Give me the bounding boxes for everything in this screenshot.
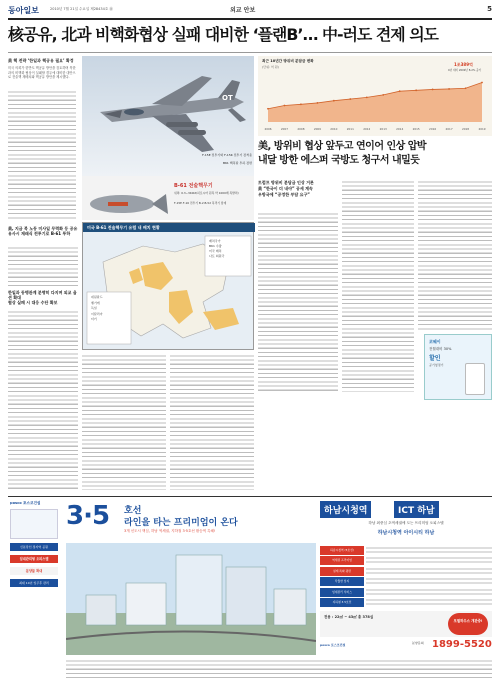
feature-list [320,545,492,607]
chart-point [382,94,384,96]
feature-item [320,556,492,566]
chart-plot [262,72,488,132]
country-list [91,295,129,323]
sub-headline-1 [8,226,78,242]
sale-title-panel [320,501,492,541]
chart-point [448,88,450,90]
country-label: 터키 [91,317,97,322]
contact-row [320,641,492,655]
page-number: 5 [487,5,492,13]
mid-article-col2 [342,180,414,392]
chart-tick-label: 2018 [461,127,470,131]
chart-highlight-value: 1조389억 [454,62,473,67]
housing-badge-4: 최대 10년 입주후 관리 [10,579,58,587]
chart-tick-label: 2009 [313,127,321,131]
feature-desc [366,556,492,565]
country-label: 독일 [91,306,97,311]
air-purifier-icon [465,363,485,395]
feature-desc [366,567,492,576]
appliance-ad[interactable] [424,334,492,400]
housing-slogan-2: 라인을 타는 프리미엄이 온다 [124,518,238,528]
legend-item-2: B61 수량 [209,244,222,248]
chart-tick-label: 2017 [445,127,453,131]
mid-subhead-2: 美 “한국이 더 내야” 공세 계속 [258,186,313,191]
bomb-spec-2: F-15E·F-16 전투기 B-2·B-52 폭격기 탑재 [174,201,227,205]
phone-label: 분양문의 [412,641,424,645]
sale-title: 하남시청역 [320,501,371,518]
country-label: 이탈리아 [91,311,103,316]
headline-rule [8,52,492,53]
sub-headline-2 [8,290,78,306]
country-label: 벨기에 [91,300,100,305]
feature-tag: 임대관리 서비스 [320,588,364,597]
mid-article-col3 [418,180,492,330]
chart-tick-label: 2013 [379,127,387,131]
housing-ad-company: posco 포스코건설 [10,501,41,505]
unit-sizes: 전용 : 22㎡ ~ 43㎡ 총 378실 [324,615,374,619]
masthead-rule [8,18,492,20]
chart-tick-label: 2010 [330,127,338,131]
bomb-label: B-61 전술핵무기 [174,183,213,189]
feature-item [320,566,492,576]
dateline: 2010년 7월 21일 수요일 제28434호 ㊞ [50,7,113,11]
country-label: 네덜란드 [91,295,103,299]
appliance-ad-tag: 공기청정기 [429,363,444,367]
chart-tick-label: 2015 [412,127,420,131]
mid-article-col1 [258,212,338,392]
chart-unit: (단위: 억 원) [262,65,279,69]
housing-ad-slogan [66,501,316,541]
chart-area [268,82,482,122]
housing-badge-3: 분양률 확대 [10,567,58,575]
left-column-body [8,90,76,220]
legend-item-3: 미국 배치 [209,249,222,253]
ad-fine-print [66,659,492,679]
mid-subheads [258,180,338,210]
appliance-ad-line2: 할인 [429,355,441,362]
sale-subtitle: 하남 최중심 초역세권에 도는 프리미엄 오피스텔 [368,521,444,525]
building-illustration [66,543,316,655]
chart-point [399,90,401,92]
left-column-title: 美 핵 전략 ‘한일과 핵공유 필요’ 확정 [8,58,74,63]
photo-caption-b: B61 핵폭탄 투하 장면 [222,161,252,165]
chart-point [316,102,318,104]
chart-tick-label: 2012 [363,127,371,131]
appliance-ad-line1: 전월대비 30% [429,347,452,351]
chart-point [481,82,483,84]
chart-highlight-note: 9년 대비 2009년 8.2% 증가 [448,69,482,72]
feature-item [320,587,492,597]
feature-desc [366,546,492,555]
feature-tag: 탁월한 입지 [320,577,364,586]
phone-number[interactable]: 1899-5520 [432,639,492,650]
feature-desc [366,598,492,607]
map-legend [209,239,253,259]
feature-tag: 지하철 3·5호선 [320,598,364,607]
sub-headline-2-line2: 협상 실패 시 대응 수단 확보 [8,300,58,305]
building-rendering [66,543,316,655]
chart-title: 최근 10년간 방위비 분담금 변화 [262,59,314,63]
article-body-left [8,246,78,286]
fighter-jet-photo [82,56,254,176]
feature-item [320,598,492,608]
chart-point [432,89,434,91]
fighter-jet-illustration [82,56,254,176]
sale-subtitle-2: 하남시청역 아이시티 하남 [377,530,435,536]
newspaper-logo: 동아일보 [8,5,39,15]
model-house-open-badge: 모델하우스 개관중! [448,613,488,635]
feature-item [320,577,492,587]
chart-point [415,89,417,91]
bomb-icon [82,176,254,220]
housing-sub-slogan: 3개 신도시 핵심, 하남 역세권, 지하철 3·5호선 환승역 특혜! [124,529,216,533]
map-panel-title: 미국 B-61 전술핵무기 유럽 내 배치 현황 [83,223,255,232]
chart-tick-label: 2016 [429,127,437,131]
sale-title-2: ICT 하남 [394,501,439,518]
feature-tag: 하남시청역 (5호선) [320,546,364,555]
chart-tick-label: 2014 [396,127,404,131]
defense-cost-chart [258,56,492,136]
section-title: 외교 안보 [230,7,256,14]
chart-tick-label: 2008 [297,127,305,131]
feature-item [320,545,492,555]
feature-tag: 설계 특화 평면 [320,567,364,576]
sub-headline-1-line1: 美, 지금 북 노동 미사일 무력화 등 공유 [8,226,78,231]
chart-tick-label: 2007 [280,127,289,131]
chart-point [349,98,351,100]
feature-desc [366,588,492,597]
chart-tick-label: 2019 [478,127,486,131]
left-column-lead: 미국 의회가 한반도 핵공유 방안을 검토하며 북한과의 비핵화 협상이 실패할 경우에 대비한 대안으로 전술핵 재배치와 핵공유 방안을 제시했다. [8,66,76,80]
mid-headline-2: 내달 방한 에스퍼 국방도 청구서 내밀듯 [258,155,420,166]
chart-tick-label: 2011 [346,127,354,131]
bomb-spec-1: 위력: 0.3~340kt(히로시마 원폭 약 1000배 폭발력) [174,191,239,195]
housing-ad-left-strip [8,497,60,687]
floorplan-info [320,611,492,637]
housing-badge-1: 신분당선 정자역 공원 [10,543,58,551]
article-body-left-2 [8,310,78,490]
legend-item-1: 배치국가 [209,239,221,243]
article-body-col3 [170,354,254,490]
chart-point [366,96,368,98]
article-body-col2 [82,354,166,490]
chart-point [333,100,335,102]
mid-headline-1: 美, 방위비 협상 앞두고 연이어 인상 압박 [258,141,427,152]
appliance-ad-brand: 코웨이 [429,339,441,344]
housing-slogan-1: 호선 [124,506,142,516]
tail-code: OT [222,94,233,102]
sub-headline-1-line2: 유사시 재래식 전투기로 B-61 투하 [8,231,71,236]
housing-badge-2: 임대관리형 오피스텔 [10,555,58,563]
housing-ad [8,496,492,686]
photo-caption-a: F-15E 전투기와 F-15K 전투기 장착용 [202,153,252,157]
housing-big-number: 3·5 [66,501,110,531]
contact-company: posco 포스코건설 [320,643,346,647]
masthead [8,5,492,17]
feature-desc [366,577,492,586]
b61-bomb-graphic [82,176,254,220]
mid-article-headline [258,140,492,174]
sub-headline-2-line1: 한일과 동맹관계 분명히 다지며 외교 옵션 확대 [8,290,77,300]
europe-map-panel [82,222,254,350]
housing-ad-thumbnail [10,509,58,539]
feature-tag: 역세권 프리미엄 [320,556,364,565]
chart-point [267,108,269,110]
mid-subhead-3: 우방국에 “공정한 부담 요구” [258,192,310,197]
chart-point [284,105,286,107]
legend-item-4: 나토 회원국 [209,254,225,258]
main-headline: 核공유, 北과 비핵화협상 실패 대비한 ‘플랜B’… 中-러도 견제 의도 [8,25,439,44]
mid-subhead-1: 트럼프 방위비 분담금 인상 거론 [258,180,314,185]
chart-tick-label: 2006 [264,127,272,131]
chart-point [465,87,467,89]
chart-point [300,103,302,105]
